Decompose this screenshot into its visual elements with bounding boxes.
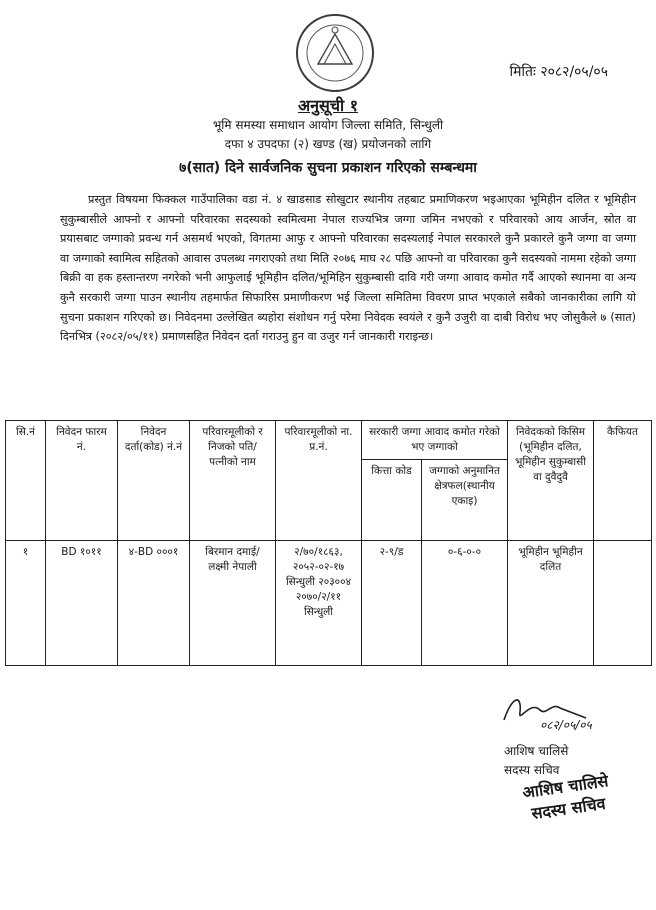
cell-area: ०-६-०-० <box>422 541 508 666</box>
stamp-title: सदस्य सचिव <box>530 793 607 823</box>
col-header-sn: सि.नं <box>6 421 46 541</box>
cell-sn: १ <box>6 541 46 666</box>
col-header-govt-land: सरकारी जग्गा आवाद कमोत गरेको भए जग्गाको <box>362 421 508 460</box>
signer-details <box>504 742 568 780</box>
cell-plot-code: २-९/ड <box>362 541 422 666</box>
cell-applicant-type: भूमिहीन भूमिहीन दलित <box>508 541 594 666</box>
signer-title: सदस्य सचिव <box>504 763 560 777</box>
signature-date: ०८२/०५/०५ <box>540 718 592 732</box>
cell-reg-no: ४-BD ०००१ <box>118 541 190 666</box>
notice-date: मितिः २०८२/०५/०५ <box>509 64 608 80</box>
col-header-area: जग्गाको अनुमानित क्षेत्रफल(स्थानीय एकाइ) <box>422 460 508 541</box>
committee-seal <box>296 14 374 92</box>
cell-form-no: BD १०११ <box>46 541 118 666</box>
notice-paragraph: प्रस्तुत विषयमा फिक्कल गाउँपालिका वडा नं. ४ खाडसाड सोखुटार स्थानीय तहबाट प्रमाणिकरण भइआएका भूमिहीन दलित र भूमिहीन सुकुम्बासीले आफ्नो र आफ्नो परिवारका सदस्यको स्वमित्वमा नेपाल राज्यभित्र जग्गा जमिन नभएको र परिवारको आय आर्जन, स्रोत वा प्रयासबाट जग्गाको प्रवन्ध गर्न असमर्थ भएको, विगतमा आफु र आफ्नो परिवारका सदस्यलाई नेपाल सरकारले कुनै प्रकारले कुनै जग्गा वा जग्गा वा जग्गाको स्वामित्व सहितको आवास उपलब्ध नगराएको तथा मिति २०७६ माघ २८ पछि आफ्नो वा परिवारका कुनै सदस्यको नाममा रहेको जग्गा बिक्री वा हक हस्तान्तरण नगरेको भनी आफुलाई भूमिहीन दलित/भूमिहिन सुकुम्बासी दावि गरी जग्गा आवाद कमोत गर्दै आएको स्थानमा वा अन्य कुनै सरकारी जग्गा पाउन स्थानीय तहमार्फत सिफारिस प्रमाणीकरण भई जिल्ला समितिमा विवरण प्राप्त भएकाले सबैको जानकारीका लागि यो सुचना प्रकाशन गरिएको छ। निवेदनमा उल्लेखित ब्यहोरा संशोधन गर्नु परेमा निवेदक स्वयंले र कुनै उजुरी वा दाबी विरोध भए जोसुकैले ७ (सात) दिनभित्र (२०८२/०५/११) प्रमाणसहित निवेदन दर्ता गराउनु हुन वा उजुर गर्न जानकारी गराइन्छ। <box>60 193 636 344</box>
col-header-reg-no: निवेदन दर्ता(कोड) नं.नं <box>118 421 190 541</box>
committee-name: भूमि समस्या समाधान आयोग जिल्ला समिति, सिन्धुली <box>212 118 444 132</box>
col-header-remarks: कैफियत <box>594 421 652 541</box>
col-header-form-no: निवेदन फारम नं. <box>46 421 118 541</box>
col-header-family-head: परिवारमूलीको र निजको पति/पत्नीको नाम <box>190 421 276 541</box>
stamp-name: आशिष चालिसे <box>521 771 610 803</box>
cell-citizenship: २/७०/१८६३, २०५२-०२-१७ सिन्धुली २०३००४ २०७०/२/११ सिन्धुली <box>276 541 362 666</box>
applicant-table <box>5 420 652 666</box>
notice-header <box>60 94 596 177</box>
notice-body <box>60 190 636 347</box>
table-row <box>6 541 652 666</box>
col-header-applicant-type: निवेदकको किसिम (भूमिहीन दलित, भूमिहीन सुकुम्बासी वा दुवैदुवै <box>508 421 594 541</box>
cell-family-head: बिरमान दमाई/ लक्ष्मी नेपाली <box>190 541 276 666</box>
cell-remarks <box>594 541 652 666</box>
section-reference: दफा ४ उपदफा (२) खण्ड (ख) प्रयोजनको लागि <box>224 137 432 151</box>
col-header-citizenship: परिवारमूलीको ना. प्र.नं. <box>276 421 362 541</box>
notice-subject: ७(सात) दिने सार्वजनिक सुचना प्रकाशन गरिएको सम्बन्धमा <box>179 160 477 176</box>
col-header-plot-code: कित्ता कोड <box>362 460 422 541</box>
signer-name: आशिष चालिसे <box>504 744 569 758</box>
annex-title: अनुसूची १ <box>297 96 359 115</box>
